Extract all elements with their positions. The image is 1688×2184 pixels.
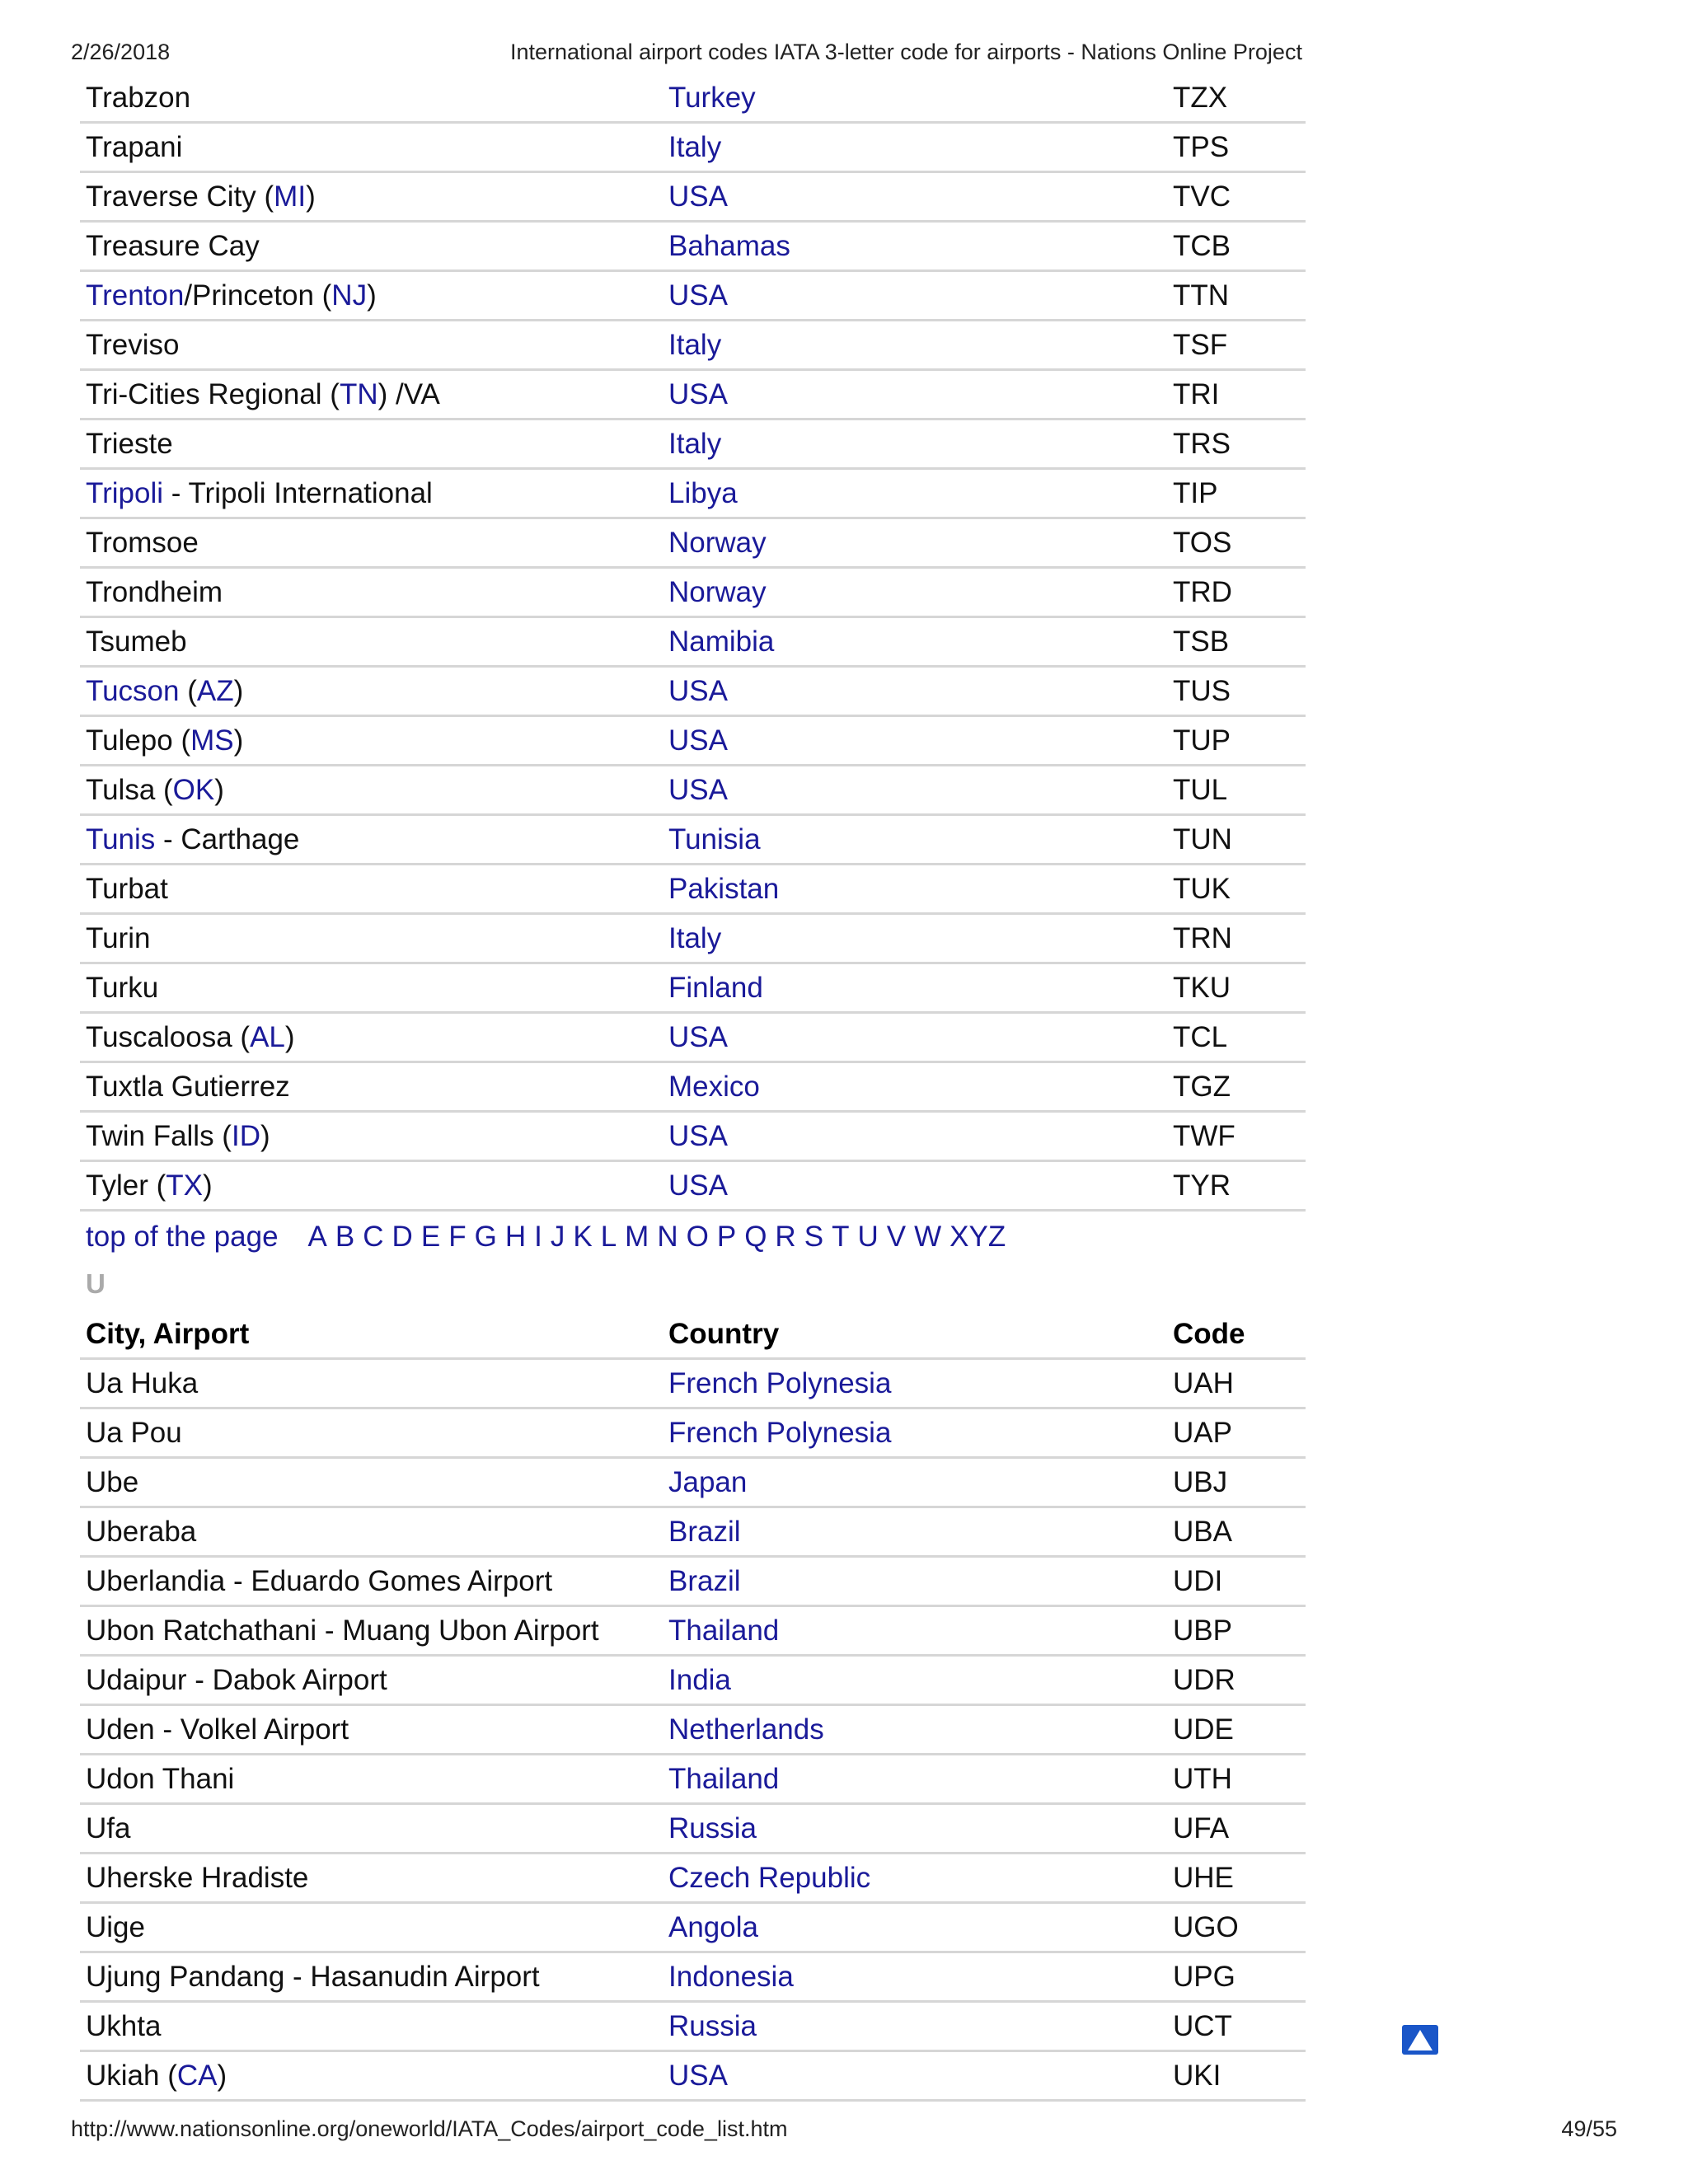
city-text: Udaipur - Dabok Airport (86, 1664, 387, 1696)
city-text: Udon Thani (86, 1763, 235, 1795)
city-text: Traverse City ( (86, 180, 274, 213)
country-link[interactable]: Netherlands (668, 1713, 824, 1746)
country-link[interactable]: Namibia (668, 626, 775, 658)
country-link[interactable]: Brazil (668, 1516, 741, 1548)
table-row (80, 173, 1306, 223)
city-link[interactable]: AL (250, 1021, 285, 1053)
cell-city (86, 272, 377, 320)
city-link[interactable]: AZ (196, 675, 234, 707)
cell-city (86, 1113, 270, 1160)
cell-iata-code: UBA (1173, 1516, 1232, 1548)
cell-iata-code: TOS (1173, 527, 1232, 559)
city-text: - Tripoli International (163, 477, 433, 509)
city-text: Uberlandia - Eduardo Gomes Airport (86, 1565, 553, 1597)
column-header-city: City, Airport (86, 1318, 250, 1350)
letter-navigation (86, 1212, 1014, 1262)
table-row (80, 964, 1306, 1014)
print-date: 2/26/2018 (71, 40, 171, 64)
cell-city (86, 816, 299, 864)
cell-iata-code: UTH (1173, 1763, 1232, 1795)
cell-city (86, 766, 224, 814)
cell-iata-code: UDE (1173, 1713, 1234, 1746)
letter-link-u[interactable]: U (857, 1221, 879, 1253)
cell-city (86, 1706, 349, 1754)
cell-iata-code: UBJ (1173, 1466, 1228, 1498)
column-header-code: Code (1173, 1318, 1245, 1350)
city-text: Turbat (86, 873, 168, 905)
cell-iata-code: TIP (1173, 477, 1218, 509)
country-link[interactable]: Russia (668, 2010, 757, 2042)
city-text: Trapani (86, 131, 183, 163)
country-link[interactable]: Tunisia (668, 823, 761, 855)
city-link[interactable]: MI (274, 180, 307, 213)
cell-iata-code: TGZ (1173, 1071, 1231, 1103)
cell-iata-code: TKU (1173, 972, 1231, 1004)
table-row (80, 74, 1306, 124)
cell-iata-code: UBP (1173, 1615, 1232, 1647)
cell-city (86, 569, 223, 616)
cell-city (86, 717, 243, 765)
cell-iata-code: UFA (1173, 1812, 1230, 1844)
city-text: Ube (86, 1466, 139, 1498)
city-text: ) (260, 1120, 270, 1152)
letter-link-v[interactable]: V (886, 1221, 907, 1253)
cell-iata-code: UKI (1173, 2060, 1221, 2092)
city-text: Ua Huka (86, 1367, 199, 1399)
country-link[interactable]: Finland (668, 972, 763, 1004)
table-row (80, 717, 1306, 766)
city-text: Tulsa ( (86, 774, 173, 806)
country-link[interactable]: Norway (668, 527, 767, 559)
cell-iata-code: TUS (1173, 675, 1231, 707)
city-text: Trabzon (86, 82, 191, 114)
letter-link-g[interactable]: G (474, 1221, 497, 1253)
cell-iata-code: UGO (1173, 1911, 1239, 1943)
city-link[interactable]: Trenton (86, 279, 185, 312)
table-row (80, 668, 1306, 717)
city-link[interactable]: OK (172, 774, 215, 806)
table-row (80, 618, 1306, 668)
table-row (80, 865, 1306, 915)
cell-iata-code: TUK (1173, 873, 1231, 905)
cell-city (86, 618, 187, 666)
city-text: Treviso (86, 329, 180, 361)
cell-city (86, 2052, 227, 2100)
table-row (80, 1657, 1306, 1706)
cell-iata-code: UAP (1173, 1417, 1232, 1449)
cell-city (86, 1805, 130, 1853)
table-row (80, 1162, 1306, 1212)
city-text: Ujung Pandang - Hasanudin Airport (86, 1961, 540, 1993)
table-row (80, 1409, 1306, 1459)
city-text: Ukhta (86, 2010, 162, 2042)
cell-iata-code: UDI (1173, 1565, 1223, 1597)
cell-iata-code: TRD (1173, 576, 1232, 608)
letter-link-n[interactable]: N (657, 1221, 678, 1253)
country-link[interactable]: French Polynesia (668, 1417, 892, 1449)
country-link[interactable]: Pakistan (668, 873, 780, 905)
cell-city (86, 420, 173, 468)
table-row (80, 470, 1306, 519)
cell-city (86, 1558, 552, 1605)
city-text: - Carthage (155, 823, 300, 855)
city-text: Uige (86, 1911, 145, 1943)
city-text: Ua Pou (86, 1417, 182, 1449)
city-text: ) (233, 675, 244, 707)
letter-link-f[interactable]: F (448, 1221, 467, 1253)
city-text: Tri-Cities Regional ( (86, 378, 340, 410)
city-link[interactable]: Tunis (86, 823, 156, 855)
country-link[interactable]: USA (668, 378, 728, 410)
country-link[interactable]: Bahamas (668, 230, 790, 262)
cell-iata-code: UHE (1173, 1862, 1234, 1894)
city-link[interactable]: CA (176, 2060, 218, 2092)
cell-city (86, 1063, 290, 1111)
city-text: ) (367, 279, 377, 312)
city-text: ) (233, 724, 244, 757)
letter-link-m[interactable]: M (625, 1221, 649, 1253)
city-text: Twin Falls ( (86, 1120, 232, 1152)
letter-link-c[interactable]: C (363, 1221, 384, 1253)
table-row (80, 2003, 1306, 2052)
city-text: Tsumeb (86, 626, 187, 658)
country-link[interactable]: Italy (668, 922, 722, 954)
country-link[interactable]: Indonesia (668, 1961, 794, 1993)
table-row (80, 420, 1306, 470)
city-text: Ufa (86, 1812, 131, 1844)
table-row (80, 2052, 1306, 2102)
table-row (80, 1063, 1306, 1113)
cell-city (86, 1014, 295, 1062)
country-link[interactable]: India (668, 1664, 731, 1696)
letter-link-o[interactable]: O (686, 1221, 709, 1253)
letter-link-q[interactable]: Q (744, 1221, 767, 1253)
country-link[interactable]: Thailand (668, 1615, 780, 1647)
up-arrow-icon (1402, 2025, 1438, 2055)
cell-city (86, 519, 199, 567)
cell-city (86, 1854, 308, 1902)
country-link[interactable]: USA (668, 1021, 728, 1053)
city-text: Tuscaloosa ( (86, 1021, 251, 1053)
letter-link-a[interactable]: A (307, 1221, 327, 1253)
table-row (80, 124, 1306, 173)
letter-link-xyz[interactable]: XYZ (950, 1221, 1006, 1253)
table-row (80, 816, 1306, 865)
city-link[interactable]: MS (190, 724, 234, 757)
cell-iata-code: TWF (1173, 1120, 1236, 1152)
cell-iata-code: TRS (1173, 428, 1231, 460)
table-row (80, 569, 1306, 618)
country-link[interactable]: USA (668, 675, 728, 707)
cell-iata-code: TPS (1173, 131, 1230, 163)
country-link[interactable]: Japan (668, 1466, 748, 1498)
table-row (80, 223, 1306, 272)
cell-city (86, 865, 168, 913)
city-link[interactable]: NJ (331, 279, 368, 312)
city-link[interactable]: ID (231, 1120, 260, 1152)
country-link[interactable]: Italy (668, 428, 722, 460)
city-text: Uberaba (86, 1516, 197, 1548)
city-text: Treasure Cay (86, 230, 260, 262)
city-text: ) (214, 774, 224, 806)
table-row (80, 1854, 1306, 1904)
city-text: Turku (86, 972, 159, 1004)
country-link[interactable]: Russia (668, 1812, 757, 1844)
cell-city (86, 1953, 540, 2001)
city-text: Ubon Ratchathani - Muang Ubon Airport (86, 1615, 599, 1647)
country-link[interactable]: Italy (668, 329, 722, 361)
city-text: ) (217, 2060, 227, 2092)
cell-iata-code: TYR (1173, 1169, 1231, 1202)
country-link[interactable]: USA (668, 724, 728, 757)
city-text: ( (179, 675, 197, 707)
cell-city (86, 1904, 145, 1952)
cell-iata-code: UCT (1173, 2010, 1232, 2042)
print-url: http://www.nationsonline.org/oneworld/IATA_Codes/airport_code_list.htm (71, 2116, 788, 2141)
country-link[interactable]: French Polynesia (668, 1367, 892, 1399)
cell-city (86, 321, 179, 369)
table-row (80, 1360, 1306, 1409)
table-row (80, 272, 1306, 321)
country-link[interactable]: Turkey (668, 82, 756, 114)
table-row (80, 915, 1306, 964)
letter-link-h[interactable]: H (504, 1221, 527, 1253)
cell-city (86, 1162, 213, 1210)
column-header-country: Country (668, 1318, 780, 1350)
city-link[interactable]: TN (339, 378, 378, 410)
city-link[interactable]: TX (166, 1169, 203, 1202)
letter-link-w[interactable]: W (914, 1221, 942, 1253)
table-header-row (80, 1310, 1306, 1360)
section-heading-u: U (86, 1268, 106, 1299)
city-text: Uherske Hradiste (86, 1862, 309, 1894)
city-text: Ukiah ( (86, 2060, 177, 2092)
cell-iata-code: TTN (1173, 279, 1230, 312)
cell-iata-code: UAH (1173, 1367, 1234, 1399)
cell-city (86, 223, 260, 270)
city-text: ) (284, 1021, 295, 1053)
letter-link-p[interactable]: P (716, 1221, 737, 1253)
cell-city (86, 1755, 234, 1803)
cell-city (86, 964, 158, 1012)
country-link[interactable]: USA (668, 1120, 728, 1152)
table-row (80, 766, 1306, 816)
city-text: Uden - Volkel Airport (86, 1713, 349, 1746)
cell-iata-code: TCB (1173, 230, 1231, 262)
table-row (80, 1113, 1306, 1162)
cell-iata-code: TZX (1173, 82, 1228, 114)
city-text: ) /VA (377, 378, 440, 410)
letter-link-b[interactable]: B (335, 1221, 355, 1253)
cell-city (86, 1607, 599, 1655)
letter-link-s[interactable]: S (804, 1221, 824, 1253)
letter-link-d[interactable]: D (392, 1221, 413, 1253)
letter-link-i[interactable]: I (534, 1221, 542, 1253)
city-text: ) (306, 180, 316, 213)
table-row (80, 1953, 1306, 2003)
country-link[interactable]: Italy (668, 131, 722, 163)
table-row (80, 1805, 1306, 1854)
table-row (80, 1904, 1306, 1953)
country-link[interactable]: Angola (668, 1911, 758, 1943)
table-row (80, 1706, 1306, 1755)
cell-city (86, 1657, 387, 1704)
cell-iata-code: TCL (1173, 1021, 1228, 1053)
print-page-title: International airport codes IATA 3-letter code for airports - Nations Online Project (510, 40, 1302, 64)
cell-city (86, 668, 243, 715)
cell-iata-code: TUN (1173, 823, 1232, 855)
cell-city (86, 470, 433, 518)
cell-city (86, 124, 182, 171)
country-link[interactable]: Libya (668, 477, 738, 509)
country-link[interactable]: USA (668, 279, 728, 312)
cell-city (86, 1508, 196, 1556)
print-page-number: 49/55 (1561, 2116, 1617, 2141)
country-link[interactable]: USA (668, 774, 728, 806)
cell-city (86, 173, 316, 221)
table-row (80, 1607, 1306, 1657)
letter-link-e[interactable]: E (420, 1221, 441, 1253)
table-row (80, 321, 1306, 371)
country-link[interactable]: USA (668, 1169, 728, 1202)
cell-iata-code: TSB (1173, 626, 1230, 658)
table-row (80, 519, 1306, 569)
cell-iata-code: UPG (1173, 1961, 1236, 1993)
city-text: ) (202, 1169, 213, 1202)
letter-link-r[interactable]: R (775, 1221, 796, 1253)
cell-iata-code: UDR (1173, 1664, 1236, 1696)
cell-iata-code: TUL (1173, 774, 1228, 806)
city-text: Tulepo ( (86, 724, 191, 757)
country-link[interactable]: Norway (668, 576, 767, 608)
letter-link-j[interactable]: J (550, 1221, 565, 1253)
city-text: /Princeton ( (184, 279, 332, 312)
table-row (80, 1755, 1306, 1805)
cell-iata-code: TRI (1173, 378, 1220, 410)
cell-iata-code: TUP (1173, 724, 1231, 757)
table-row (80, 371, 1306, 420)
city-text: Trondheim (86, 576, 223, 608)
country-link[interactable]: USA (668, 2060, 728, 2092)
cell-city (86, 1459, 138, 1507)
cell-city (86, 1360, 198, 1408)
cell-iata-code: TVC (1173, 180, 1231, 213)
city-text: Tuxtla Gutierrez (86, 1071, 290, 1103)
country-link[interactable]: Czech Republic (668, 1862, 871, 1894)
city-text: Tromsoe (86, 527, 199, 559)
country-link[interactable]: Brazil (668, 1565, 741, 1597)
back-to-top-button[interactable] (1402, 2025, 1438, 2055)
table-row (80, 1508, 1306, 1558)
letter-links (308, 1221, 1015, 1253)
city-text: Turin (86, 922, 151, 954)
top-of-page-link[interactable]: top of the page (86, 1221, 279, 1253)
cell-city (86, 915, 150, 963)
letter-link-t[interactable]: T (832, 1221, 850, 1253)
cell-iata-code: TSF (1173, 329, 1228, 361)
country-link[interactable]: Thailand (668, 1763, 780, 1795)
table-row (80, 1014, 1306, 1063)
cell-city (86, 2003, 161, 2050)
city-link[interactable]: Tucson (86, 675, 180, 707)
cell-city (86, 74, 190, 122)
country-link[interactable]: Mexico (668, 1071, 760, 1103)
city-text: Tyler ( (86, 1169, 166, 1202)
cell-city (86, 371, 440, 419)
letter-link-l[interactable]: L (600, 1221, 617, 1253)
cell-iata-code: TRN (1173, 922, 1232, 954)
country-link[interactable]: USA (668, 180, 728, 213)
table-row (80, 1459, 1306, 1508)
cell-city (86, 1409, 182, 1457)
letter-link-k[interactable]: K (573, 1221, 593, 1253)
city-text: Trieste (86, 428, 173, 460)
table-row (80, 1558, 1306, 1607)
city-link[interactable]: Tripoli (86, 477, 163, 509)
